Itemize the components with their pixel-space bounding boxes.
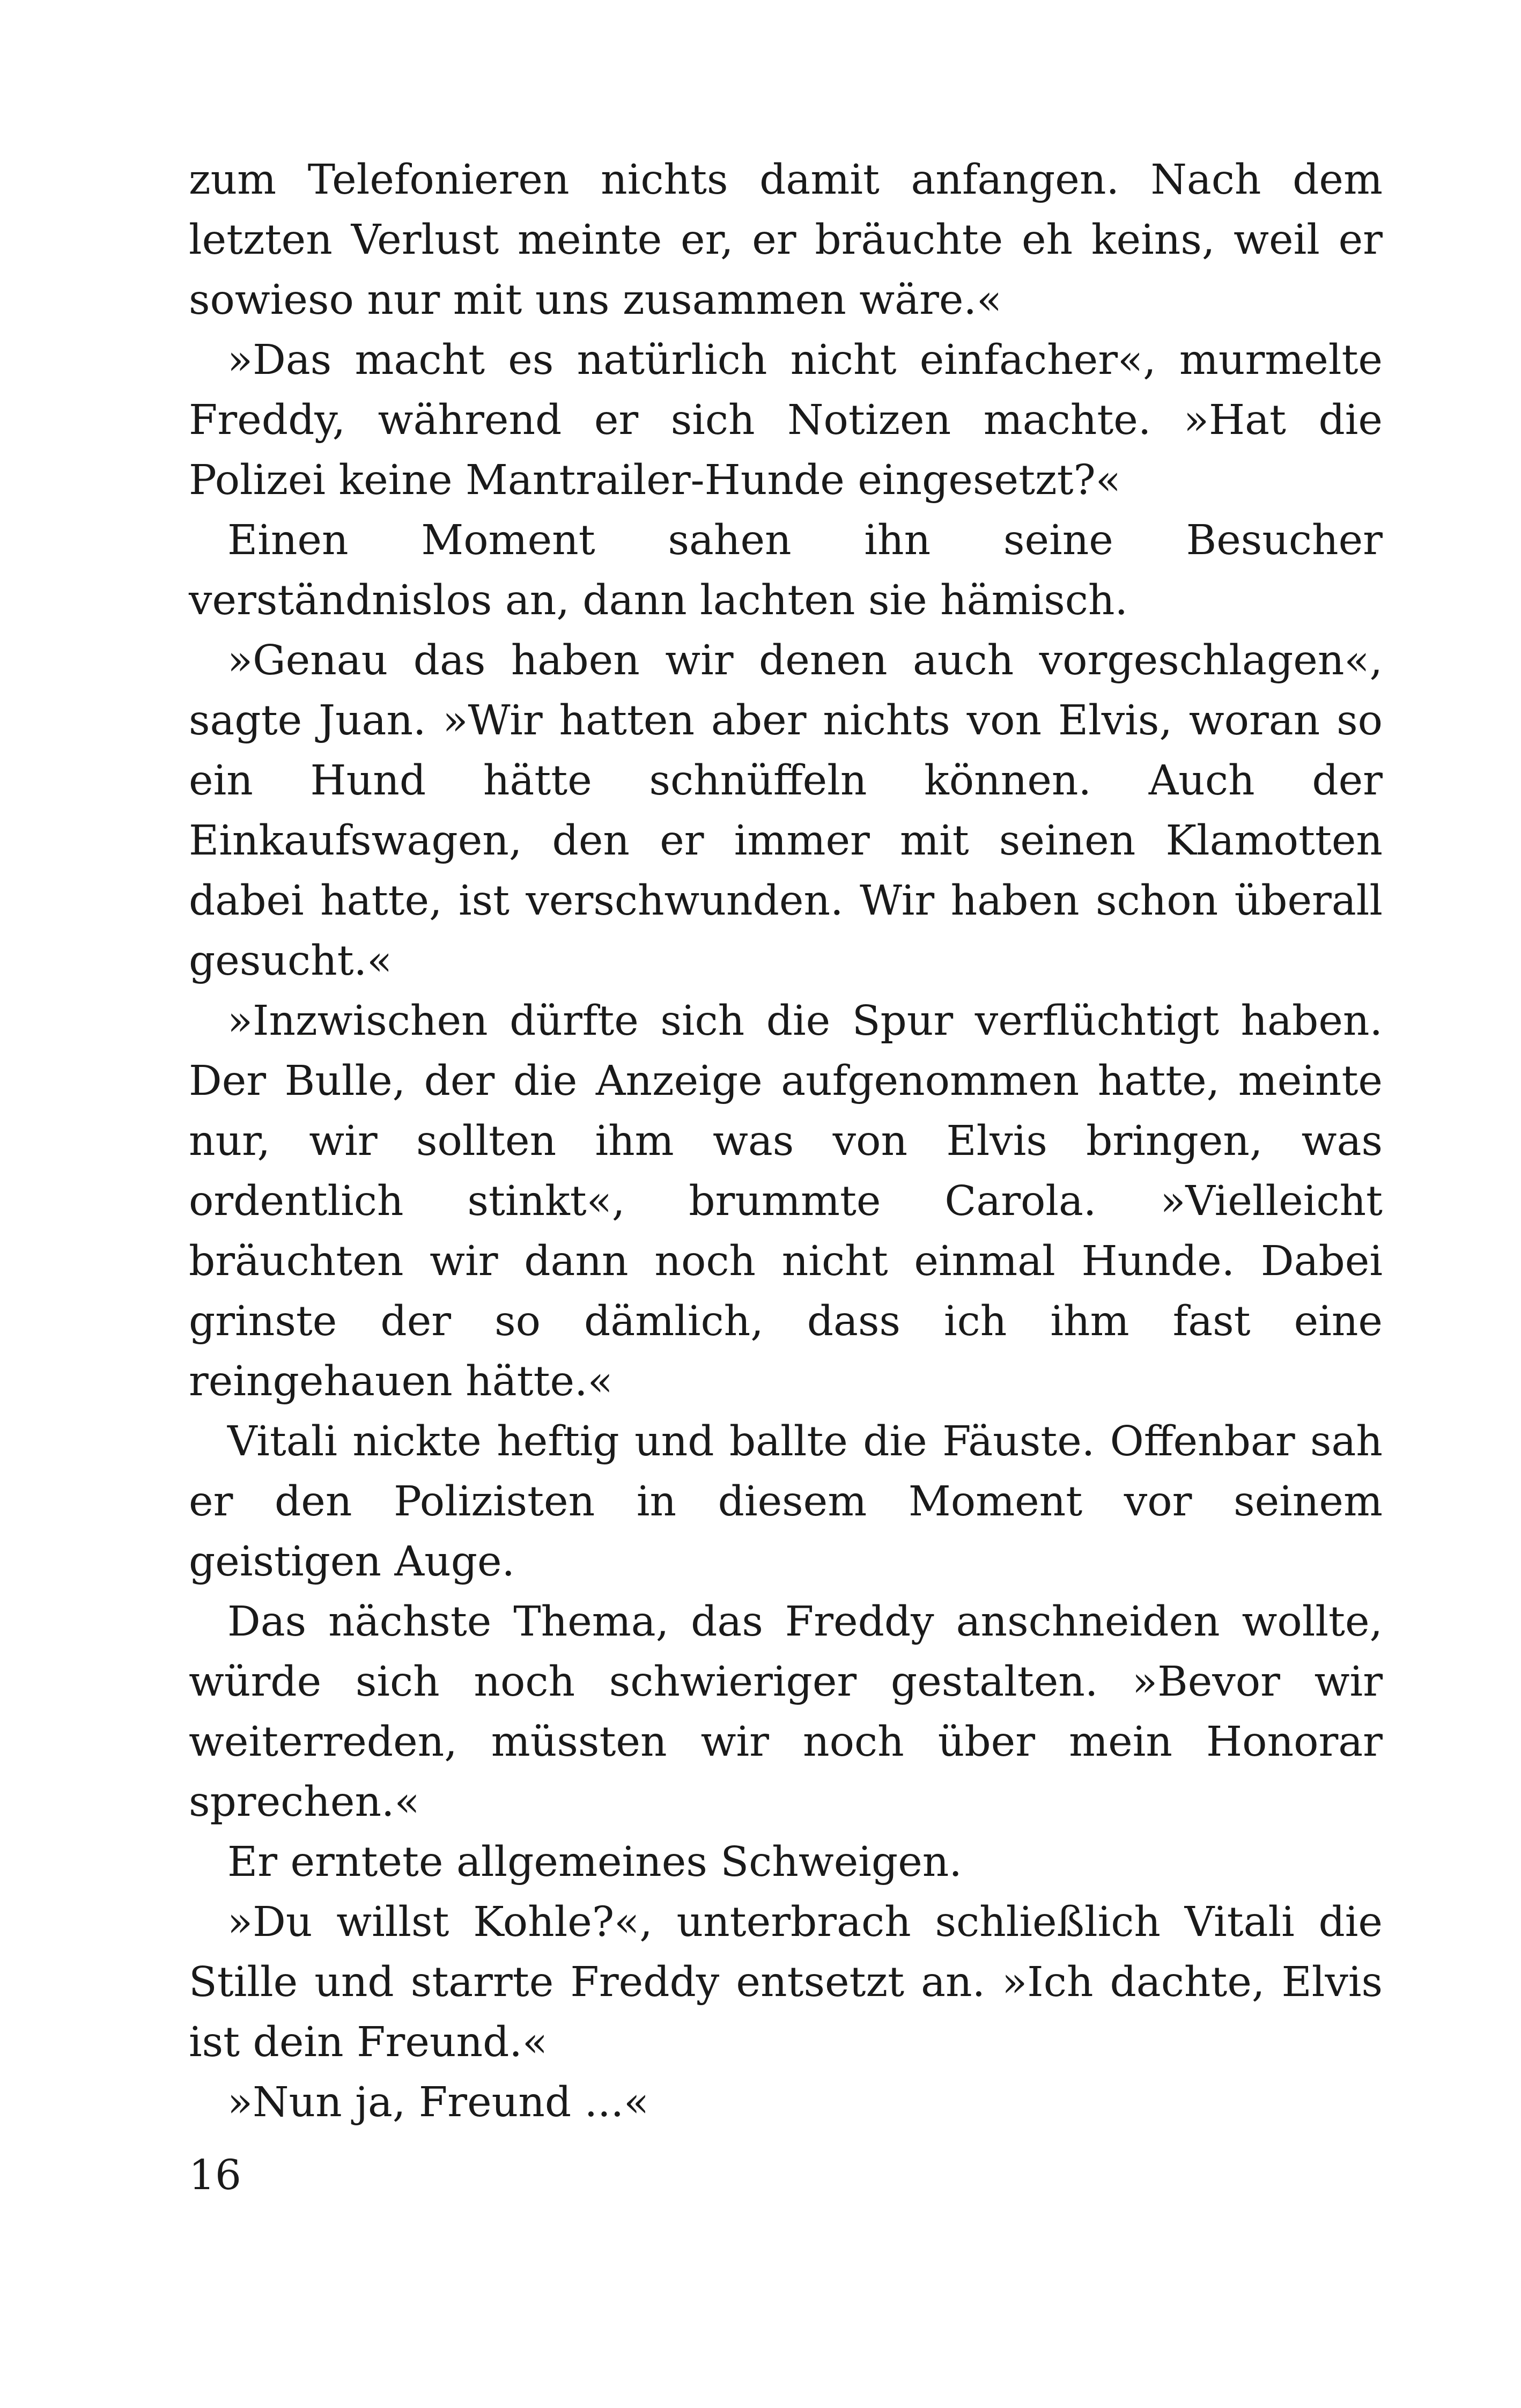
paragraph-1: zum Telefonieren nichts damit anfangen. Nach dem letzten Verlust meinte er, er bräuchte eh keins, weil er sowieso nur mit uns zusammen wäre.«: [189, 156, 1383, 324]
body-text: [189, 150, 1383, 2133]
paragraph-4: »Genau das haben wir denen auch vorgeschlagen«, sagte Juan. »Wir hatten aber nichts von Elvis, woran so ein Hund hätte schnüffeln können. Auch der Einkaufswagen, den er immer mit seinen Klamotten dabei hatte, ist verschwunden. Wir haben schon überall gesucht.«: [189, 637, 1383, 985]
paragraph-5: »Inzwischen dürfte sich die Spur verflüchtigt haben. Der Bulle, der die Anzeige aufgenommen hatte, meinte nur, wir sollten ihm was von Elvis bringen, was ordentlich stinkt«, brummte Carola. »Vielleicht bräuchten wir dann noch nicht einmal Hunde. Dabei grinste der so dämlich, dass ich ihm fast eine reingehauen hätte.«: [189, 997, 1383, 1405]
paragraph-3: Einen Moment sahen ihn seine Besucher verständnislos an, dann lachten sie hämisch.: [189, 517, 1383, 624]
paragraph-8: Er erntete allgemeines Schweigen.: [227, 1838, 962, 1886]
paragraph-10: »Nun ja, Freund ...«: [227, 2079, 649, 2126]
page-number: 16: [189, 2152, 241, 2199]
paragraph-6: Vitali nickte heftig und ballte die Fäuste. Offenbar sah er den Polizisten in diesem Moment vor seinem geistigen Auge.: [189, 1418, 1383, 1586]
paragraph-7: Das nächste Thema, das Freddy anschneiden wollte, würde sich noch schwieriger gestalten. »Bevor wir weiterreden, müssten wir noch über mein Honorar sprechen.«: [189, 1598, 1383, 1826]
paragraph-9: »Du willst Kohle?«, unterbrach schließlich Vitali die Stille und starrte Freddy entsetzt an. »Ich dachte, Elvis ist dein Freund.«: [189, 1898, 1383, 2066]
paragraph-2: »Das macht es natürlich nicht einfacher«, murmelte Freddy, während er sich Notizen machte. »Hat die Polizei keine Mantrailer-Hunde eingesetzt?«: [189, 336, 1383, 504]
